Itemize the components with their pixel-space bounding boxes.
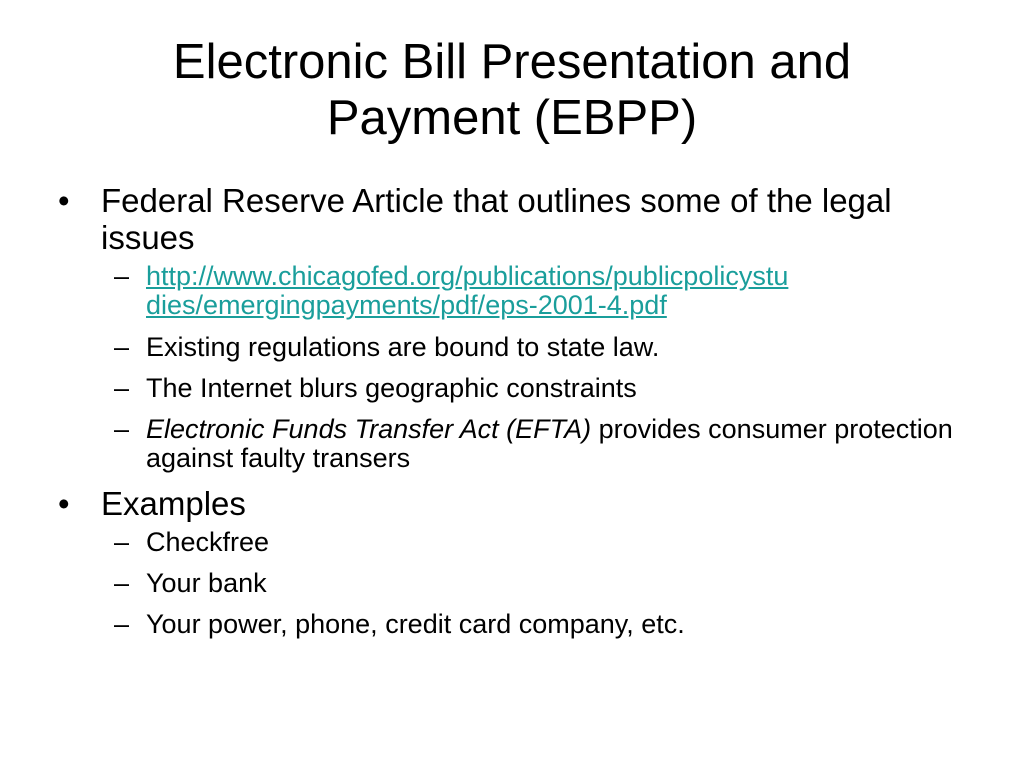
article-link[interactable]	[146, 261, 788, 320]
sub-item-text: Your power, phone, credit card company, etc.	[146, 609, 685, 639]
sub-item-existing-regulations	[58, 333, 968, 362]
slide-title	[60, 34, 964, 146]
efta-italic-text: Electronic Funds Transfer Act (EFTA)	[146, 414, 592, 444]
dash-marker: –	[114, 332, 130, 362]
bullet-marker: •	[58, 485, 70, 522]
bullet-text: Examples	[101, 485, 246, 522]
bullet-federal-reserve-article	[58, 182, 968, 256]
sub-item-article-link[interactable]	[58, 262, 968, 320]
sub-item-your-bank	[58, 569, 968, 598]
dash-marker: –	[114, 373, 130, 403]
article-link-line-1: http://www.chicagofed.org/publications/publicpolicystu	[146, 261, 789, 291]
bullet-text: Federal Reserve Article that outlines some of the legal issues	[101, 182, 892, 256]
bullet-marker: •	[58, 182, 70, 219]
sub-item-text: Existing regulations are bound to state law.	[146, 332, 660, 362]
dash-marker: –	[114, 527, 130, 557]
bullet-examples	[58, 485, 968, 522]
article-link-line-2: dies/emergingpayments/pdf/eps-2001-4.pdf	[146, 290, 667, 320]
sub-item-internet-blurs	[58, 374, 968, 403]
dash-marker: –	[114, 414, 130, 444]
sub-item-utilities	[58, 610, 968, 639]
dash-marker: –	[114, 609, 130, 639]
sub-item-checkfree	[58, 528, 968, 557]
dash-marker: –	[114, 261, 130, 291]
sub-item-text: Checkfree	[146, 527, 270, 557]
dash-marker: –	[114, 568, 130, 598]
slide-body	[58, 182, 968, 651]
slide-title-line-2: Payment (EBPP)	[326, 91, 698, 145]
efta-rest-text: provides consumer protection against faulty transers	[146, 414, 953, 473]
sub-item-text: Your bank	[146, 568, 267, 598]
slide-title-line-1: Electronic Bill Presentation and	[172, 35, 852, 89]
sub-item-text: The Internet blurs geographic constraints	[146, 373, 637, 403]
sub-item-efta	[58, 415, 968, 473]
